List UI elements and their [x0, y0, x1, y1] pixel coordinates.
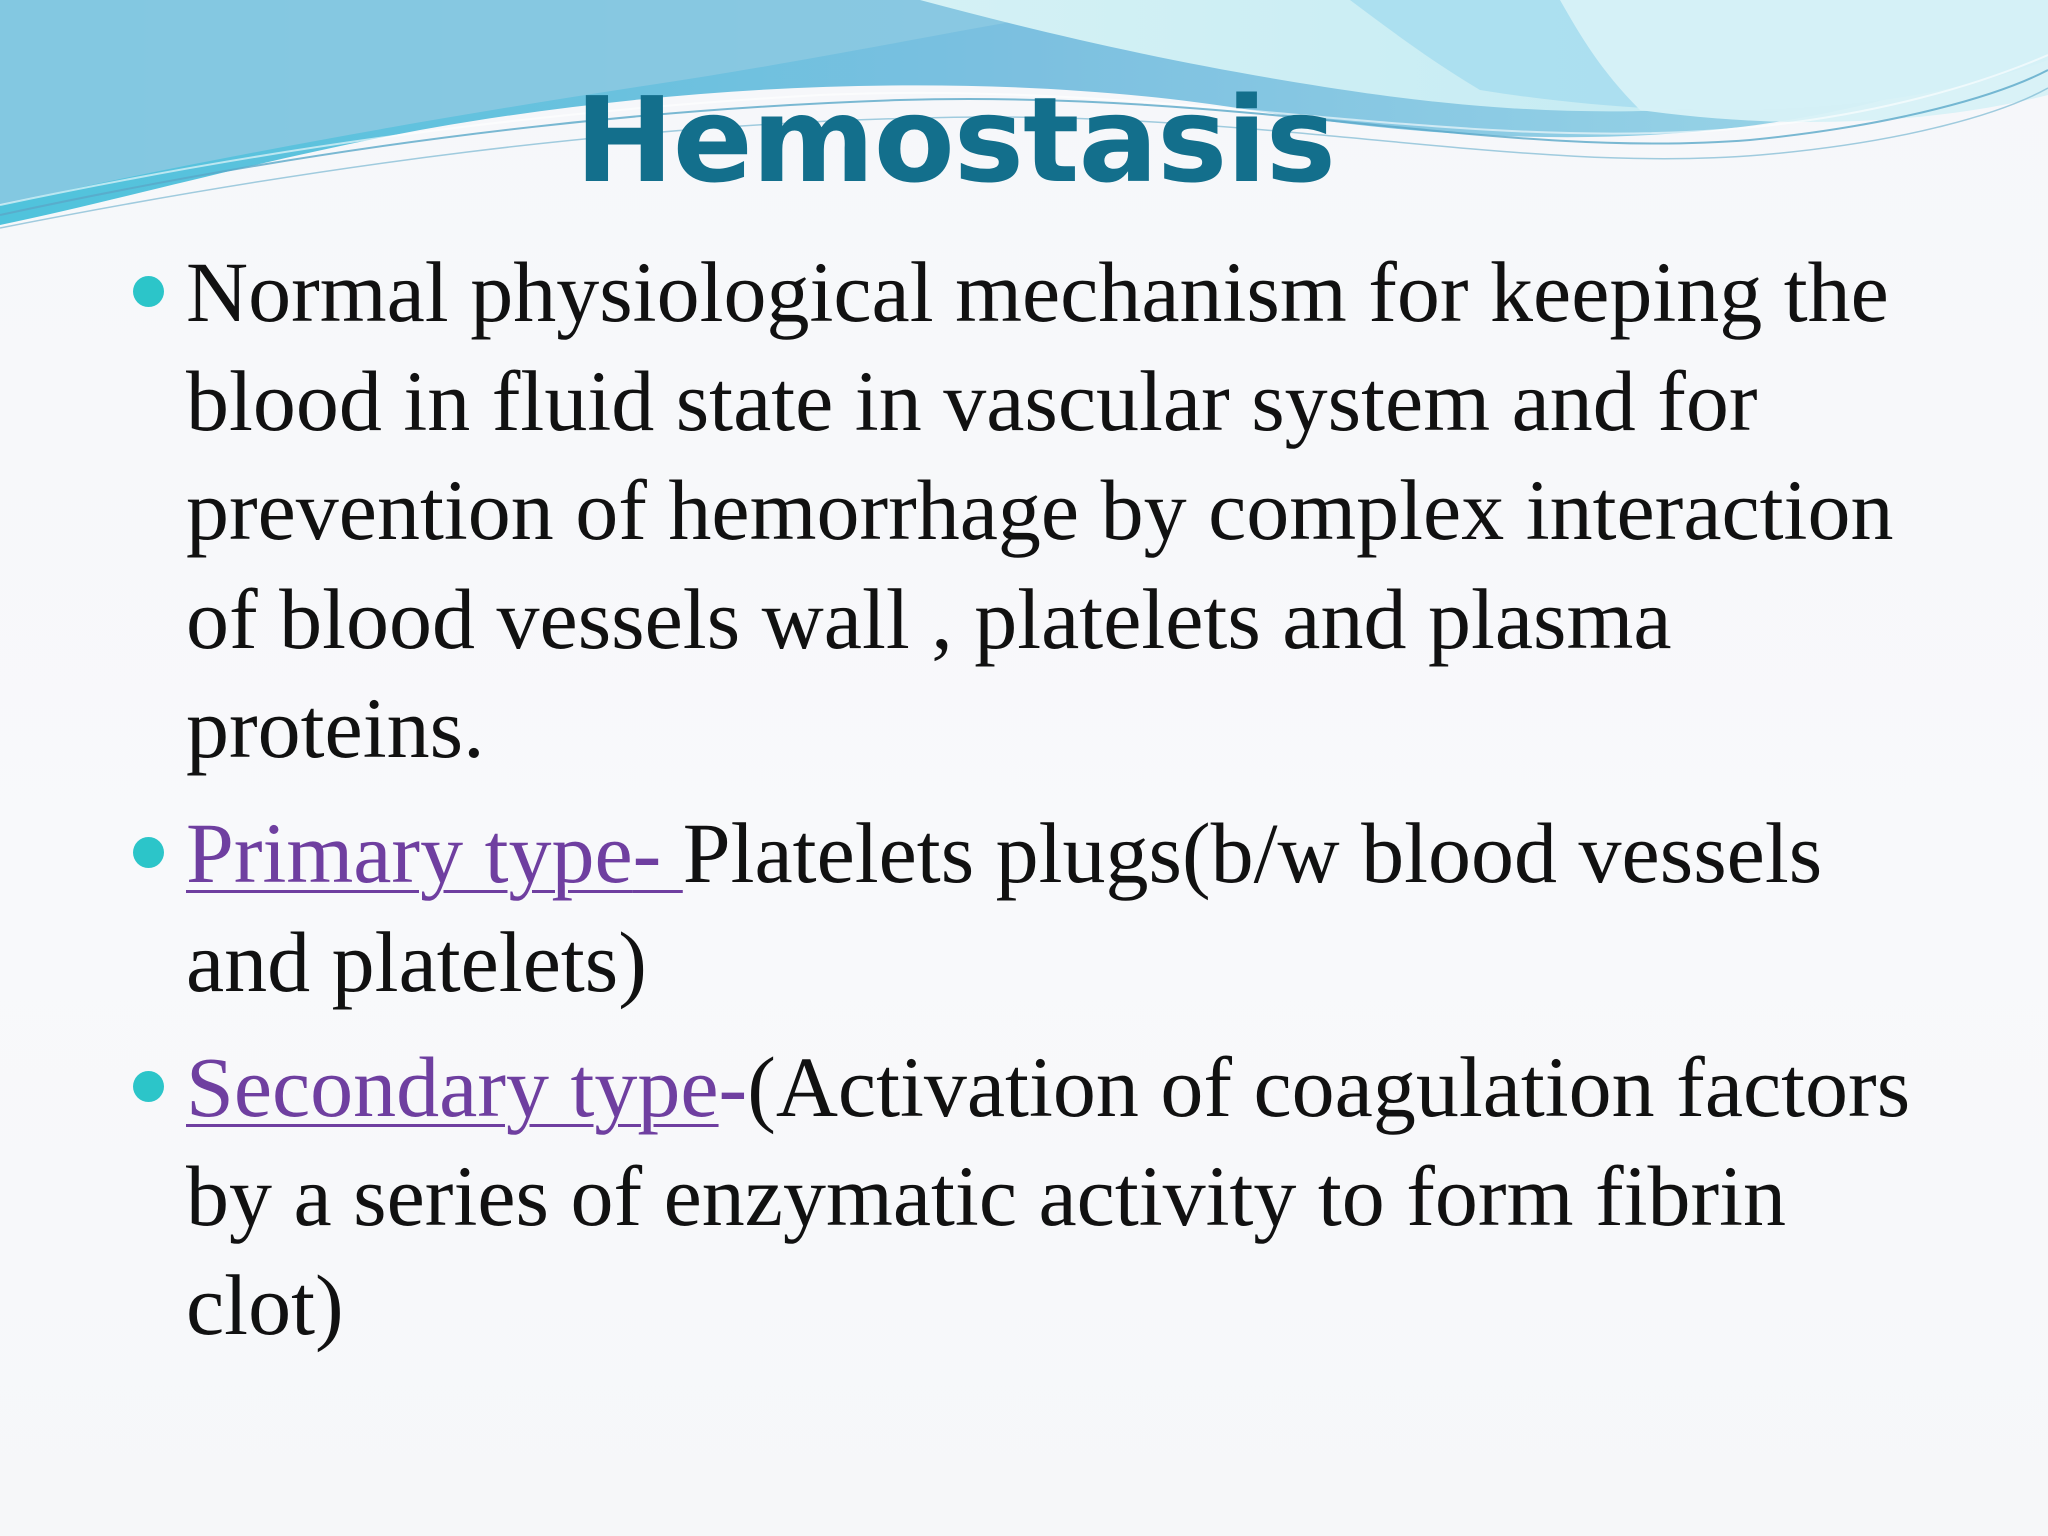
bullet-primary-type: [128, 799, 1948, 1017]
secondary-type-link[interactable]: Secondary type: [186, 1039, 719, 1135]
bullet-dot-icon: [133, 837, 164, 868]
bullet-text: Platelets plugs(b/w blood vessels and platelets): [186, 805, 1823, 1010]
primary-type-separator: -: [632, 805, 683, 901]
bullet-list: [128, 238, 1948, 1376]
bullet-text: Normal physiological mechanism for keeping the blood in fluid state in vascular system and for prevention of hemorrhage by complex interaction of blood vessels wall , platelets and plasma proteins.: [186, 244, 1894, 776]
bullet-definition: [128, 238, 1948, 783]
primary-type-link[interactable]: Primary type: [186, 805, 633, 901]
secondary-type-separator: -: [718, 1039, 748, 1135]
bullet-dot-icon: [133, 1071, 164, 1102]
slide-title: Hemostasis: [575, 71, 1335, 209]
bullet-secondary-type: [128, 1033, 1948, 1360]
bullet-dot-icon: [133, 276, 164, 307]
bullet-text: (Activation of coagulation factors by a series of enzymatic activity to form fibrin clot): [186, 1039, 1911, 1353]
